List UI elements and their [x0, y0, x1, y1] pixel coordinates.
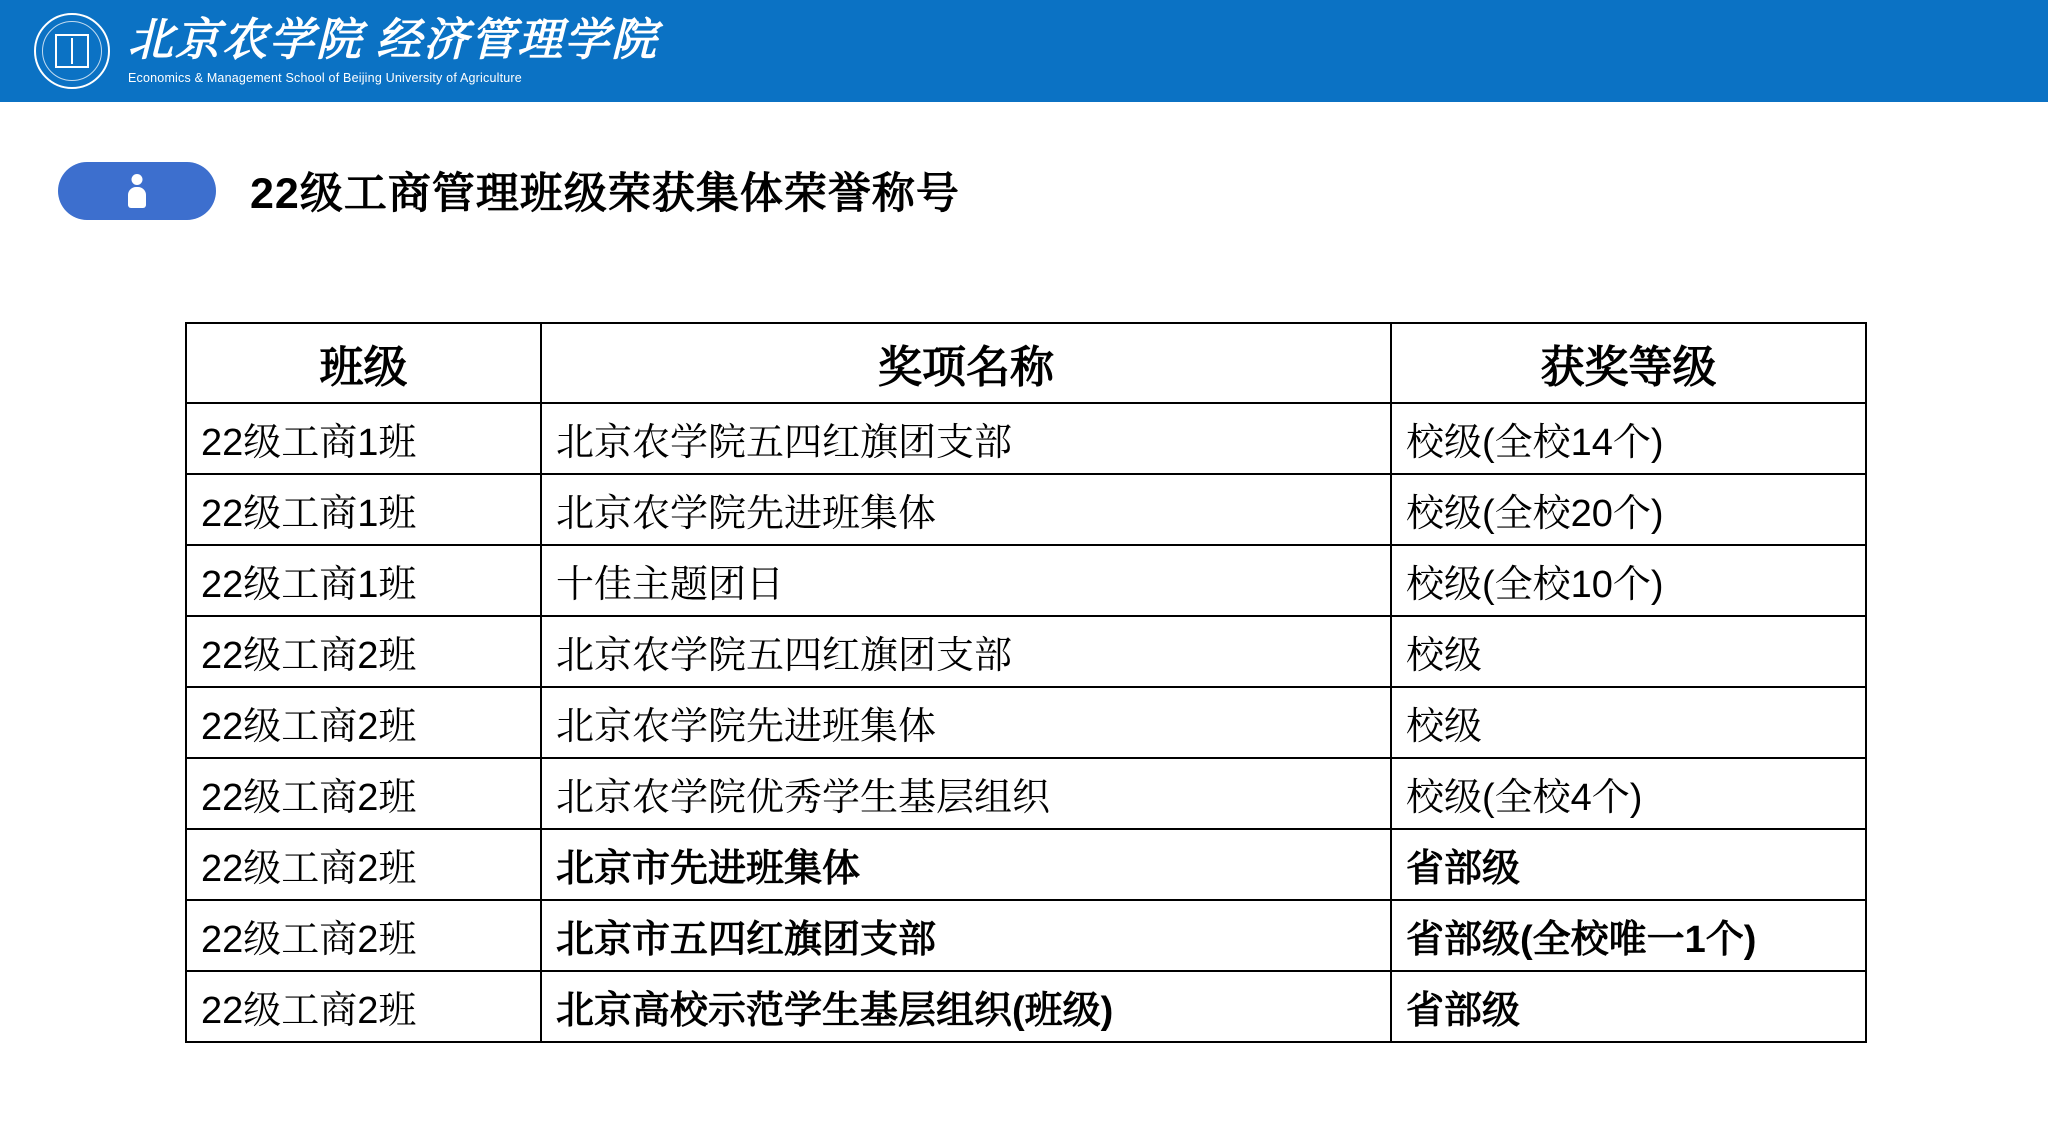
- cell-class: 22级工商2班: [186, 900, 541, 971]
- cell-award: 北京农学院五四红旗团支部: [541, 403, 1391, 474]
- table-row: [186, 687, 1866, 758]
- column-header-class: 班级: [186, 323, 541, 403]
- cell-class: 22级工商2班: [186, 829, 541, 900]
- cell-award: 北京农学院优秀学生基层组织: [541, 758, 1391, 829]
- page-title: 22级工商管理班级荣获集体荣誉称号: [250, 170, 960, 218]
- table-body: [186, 403, 1866, 1042]
- table-row: [186, 900, 1866, 971]
- cell-class: 22级工商2班: [186, 971, 541, 1042]
- person-icon: [126, 174, 148, 208]
- school-logo-chinese: 北京农学院 经济管理学院: [128, 14, 659, 65]
- table-row: [186, 971, 1866, 1042]
- cell-class: 22级工商1班: [186, 474, 541, 545]
- table-row: [186, 545, 1866, 616]
- cell-class: 22级工商2班: [186, 616, 541, 687]
- table-row: [186, 474, 1866, 545]
- title-row: [58, 160, 960, 221]
- cell-level: 校级(全校20个): [1391, 474, 1866, 545]
- column-header-award: 奖项名称: [541, 323, 1391, 403]
- cell-level: 省部级(全校唯一1个): [1391, 900, 1866, 971]
- cell-class: 22级工商2班: [186, 687, 541, 758]
- cell-level: 省部级: [1391, 971, 1866, 1042]
- cell-award: 北京农学院先进班集体: [541, 687, 1391, 758]
- page-header: [0, 0, 2048, 102]
- cell-level: 校级: [1391, 616, 1866, 687]
- cell-level: 省部级: [1391, 829, 1866, 900]
- cell-level: 校级(全校14个): [1391, 403, 1866, 474]
- table-row: [186, 403, 1866, 474]
- cell-class: 22级工商2班: [186, 758, 541, 829]
- school-seal-icon: [34, 13, 110, 89]
- cell-award: 十佳主题团日: [541, 545, 1391, 616]
- award-table: [185, 322, 1867, 1043]
- cell-award: 北京农学院先进班集体: [541, 474, 1391, 545]
- cell-level: 校级(全校4个): [1391, 758, 1866, 829]
- school-logo: [34, 13, 658, 89]
- cell-level: 校级: [1391, 687, 1866, 758]
- table-row: [186, 829, 1866, 900]
- cell-award: 北京市先进班集体: [541, 829, 1391, 900]
- cell-award: 北京高校示范学生基层组织(班级): [541, 971, 1391, 1042]
- table-header-row: [186, 323, 1866, 403]
- cell-level: 校级(全校10个): [1391, 545, 1866, 616]
- title-pill: [58, 162, 216, 220]
- header-divider: [0, 102, 2048, 106]
- cell-award: 北京农学院五四红旗团支部: [541, 616, 1391, 687]
- table-row: [186, 616, 1866, 687]
- award-table-container: [185, 322, 1865, 1043]
- school-logo-english: Economics & Management School of Beijing University of Agriculture: [128, 70, 522, 85]
- cell-class: 22级工商1班: [186, 545, 541, 616]
- cell-award: 北京市五四红旗团支部: [541, 900, 1391, 971]
- column-header-level: 获奖等级: [1391, 323, 1866, 403]
- cell-class: 22级工商1班: [186, 403, 541, 474]
- table-row: [186, 758, 1866, 829]
